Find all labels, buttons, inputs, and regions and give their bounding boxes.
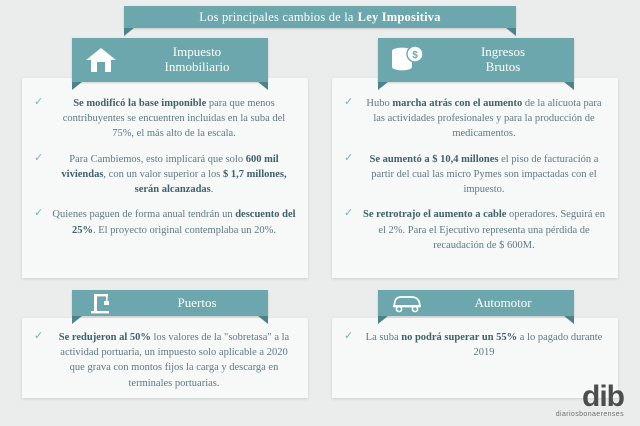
header-tail-right-2 bbox=[564, 82, 574, 90]
header-tail-right-1 bbox=[258, 82, 268, 90]
header-line-1: Ingresos bbox=[480, 44, 526, 60]
bullet-item: ✓ Hubo marcha atrás con el aumento de la alícuota para las actividades profesionales y para la producción de medicamentos. bbox=[344, 96, 602, 140]
header-automotor bbox=[378, 290, 574, 316]
check-icon: ✓ bbox=[344, 330, 354, 342]
svg-text:$: $ bbox=[412, 50, 418, 61]
header-line-1: Impuesto bbox=[172, 44, 222, 60]
car-icon bbox=[378, 292, 436, 314]
crane-icon bbox=[72, 291, 130, 315]
logo-name: dib bbox=[582, 380, 624, 413]
header-tail-right-3 bbox=[258, 316, 268, 324]
header-impuesto-inmobiliario-label bbox=[130, 45, 268, 75]
header-tail-right-4 bbox=[564, 316, 574, 324]
bullet-item: ✓ Quienes paguen de forma anual tendrán un descuento del 25%. El proyecto original contemplaba un 20%. bbox=[34, 207, 296, 236]
check-icon: ✓ bbox=[34, 330, 44, 342]
check-icon: ✓ bbox=[34, 151, 44, 164]
check-icon: ✓ bbox=[344, 207, 354, 220]
check-icon: ✓ bbox=[34, 207, 44, 220]
page-title bbox=[124, 6, 516, 28]
check-icon: ✓ bbox=[344, 151, 354, 164]
bullet-list-puertos bbox=[34, 330, 296, 401]
banner-tail-right bbox=[506, 28, 516, 36]
header-ingresos-brutos bbox=[378, 38, 574, 82]
check-icon: ✓ bbox=[344, 96, 354, 108]
header-line-2: Brutos bbox=[485, 59, 521, 74]
bullet-list-ingresos-brutos bbox=[344, 96, 606, 263]
house-icon bbox=[72, 45, 130, 75]
header-tail-left-1 bbox=[72, 82, 82, 90]
header-impuesto-inmobiliario bbox=[72, 38, 268, 82]
logo-tagline: diariosbonaerenses bbox=[555, 411, 624, 418]
bullet-item: ✓ Se aumentó a $ 10,4 millones el piso de facturación a partir del cual las micro Pymes son impactadas con el impuesto. bbox=[344, 151, 599, 196]
header-line-2: Inmobiliario bbox=[164, 59, 230, 74]
page-title-light: Los principales cambios de la bbox=[199, 9, 354, 24]
check-icon: ✓ bbox=[34, 96, 44, 108]
bullet-list-impuesto-inmobiliario bbox=[34, 96, 296, 248]
header-tail-left-3 bbox=[72, 316, 82, 324]
header-tail-left-2 bbox=[378, 82, 388, 90]
bullet-item: ✓ La suba no podrá superar un 55% a lo pagado durante 2019 bbox=[344, 330, 603, 359]
page-title-bold: Ley Impositiva bbox=[357, 9, 441, 24]
bullet-item: ✓ Para Cambiemos, esto implicará que solo 600 mil viviendas, con un valor superior a los $ 1,7 millones, serán alcanzadas. bbox=[34, 151, 287, 196]
bullet-item: ✓ Se modificó la base imponible para que menos contribuyentes se encuentren incluidas en la suba del 75%, el más alto de la escala. bbox=[34, 96, 286, 140]
header-tail-left-4 bbox=[378, 316, 388, 324]
header-puertos-label: Puertos bbox=[177, 294, 217, 310]
header-puertos bbox=[72, 290, 268, 316]
banner-tail-left bbox=[124, 28, 134, 36]
bullet-item: ✓ Se retrotrajo el aumento a cable operadores. Seguirá en el 2%. Para el Ejecutivo representa una pérdida de recaudación de $ 600M. bbox=[344, 207, 605, 251]
header-ingresos-brutos-label bbox=[436, 45, 574, 75]
bullet-item: ✓ Se redujeron al 50% los valores de la "sobretasa" a la actividad portuaria, un impuesto solo aplicable a 2020 que grava con montos fijos la carga y descarga en terminales portuarias. bbox=[34, 330, 290, 389]
header-automotor-label: Automotor bbox=[474, 294, 532, 310]
bullet-list-automotor bbox=[344, 330, 606, 370]
logo bbox=[555, 380, 624, 418]
coins-icon bbox=[378, 44, 436, 76]
